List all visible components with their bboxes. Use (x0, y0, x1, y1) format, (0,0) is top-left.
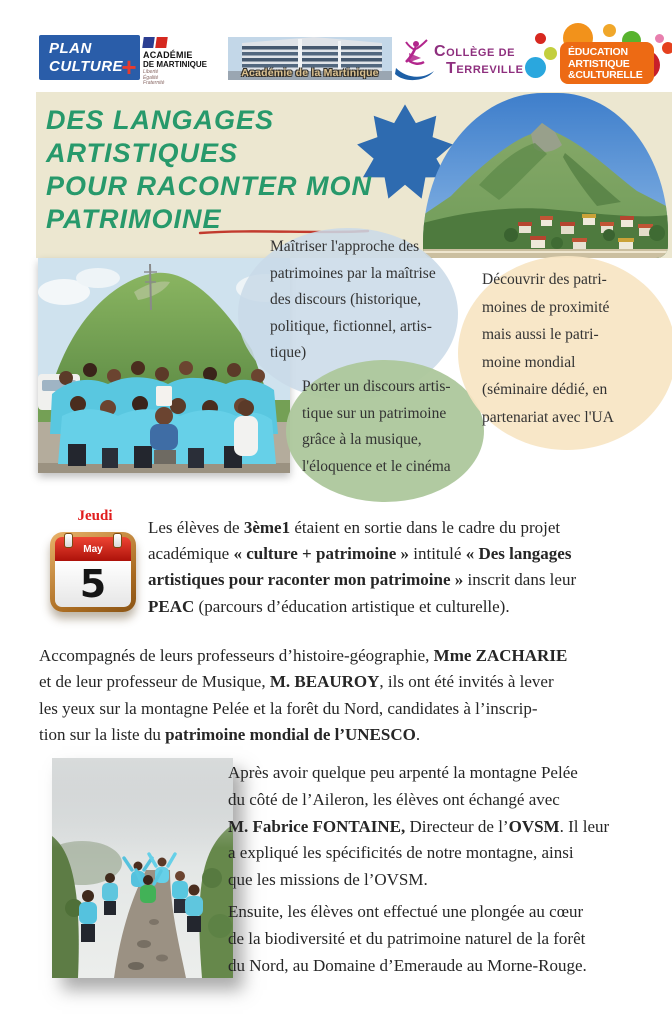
objective-text-blue: Maîtriser l'approche des patrimoines par la maîtrise des discours (historique, politique, fictionnel, artis- tique) (270, 238, 436, 361)
balloon-icon (603, 24, 616, 37)
college-terreville-logo (394, 38, 530, 84)
college-name: COLLÈGE DE TERREVILLE (434, 43, 524, 77)
academie-martinique-logo (141, 33, 231, 86)
page-title: DES LANGAGES ARTISTIQUES POUR RACONTER MON PATRIMOINE (46, 105, 372, 234)
balloon-icon (544, 47, 557, 60)
objective-text-yellow: Découvrir des patri- moines de proximité mais aussi le patri- moine mondial (séminaire dédié, en partenariat avec l'UA (482, 271, 614, 426)
balloon-icon (525, 57, 546, 78)
balloon-icon (655, 34, 664, 43)
academie-subtitle: DE MARTINIQUE (143, 60, 207, 69)
balloon-icon (535, 33, 546, 44)
plan-culture-line1: PLAN (49, 40, 92, 57)
academie-title: ACADÉMIE (143, 50, 193, 60)
calendar-day: 5 (55, 561, 131, 607)
academie-building-photo (228, 37, 392, 80)
plan-culture-line2: CULTURE (49, 58, 124, 75)
balloon-icon (662, 42, 672, 54)
academie-motto: Liberté Égalité Fraternité (143, 69, 165, 86)
eac-badge: ÉDUCATION ARTISTIQUE &CULTURELLE (560, 42, 654, 84)
paragraph-fontaine: Après avoir quelque peu arpenté la montagne Pelée du côté de l’Aileron, les élèves ont échangé avec M. Fabrice FONTAINE, Directeur de l’OVSM. Il leur a expliqué les spécificités de notre montagne, ainsi que les missions de l’OVSM. (228, 763, 610, 890)
paragraph-ensuite: Ensuite, les élèves ont effectué une plongée au cœur de la biodiversité et du patrimoine naturel de la forêt du Nord, au Domaine d’Emeraude au Morne-Rouge. (228, 902, 587, 975)
calendar-pin (64, 533, 73, 548)
paragraph-intro: Les élèves de 3ème1 étaient en sortie dans le cadre du projet académique « culture + patrimoine » intitulé « Des langages artistiques pour raconter mon patrimoine » inscrit dans leur PEAC (parcours d’éducation artistique et culturelle). (148, 518, 577, 616)
day-label: Jeudi (77, 508, 113, 524)
trail-illustration (52, 758, 233, 978)
dancer-icon (394, 38, 438, 84)
calendar-month: May (55, 537, 131, 561)
plus-sign: + (121, 52, 137, 82)
eac-logo (527, 25, 672, 87)
calendar-pin (113, 533, 122, 548)
french-flag-icon (143, 37, 169, 48)
trail-hike-photo (52, 758, 233, 978)
building-photo-caption: Académie de la Martinique (241, 67, 379, 79)
calendar-icon (50, 532, 136, 612)
paragraph-teachers: Accompagnés de leurs professeurs d’histoire-géographie, Mme ZACHARIE et de leur professeur de Musique, M. BEAUROY, ils ont été invités à lever les yeux sur la montagne Pelée et la forêt du Nord, candidates à l’inscrip- tion sur la liste du patrimoine mondial de l’UNESCO. (39, 646, 568, 744)
plan-culture-logo (39, 35, 140, 80)
objective-text-green: Porter un discours artis- tique sur un patrimoine grâce à la musique, l'éloquence et le cinéma (302, 378, 451, 475)
